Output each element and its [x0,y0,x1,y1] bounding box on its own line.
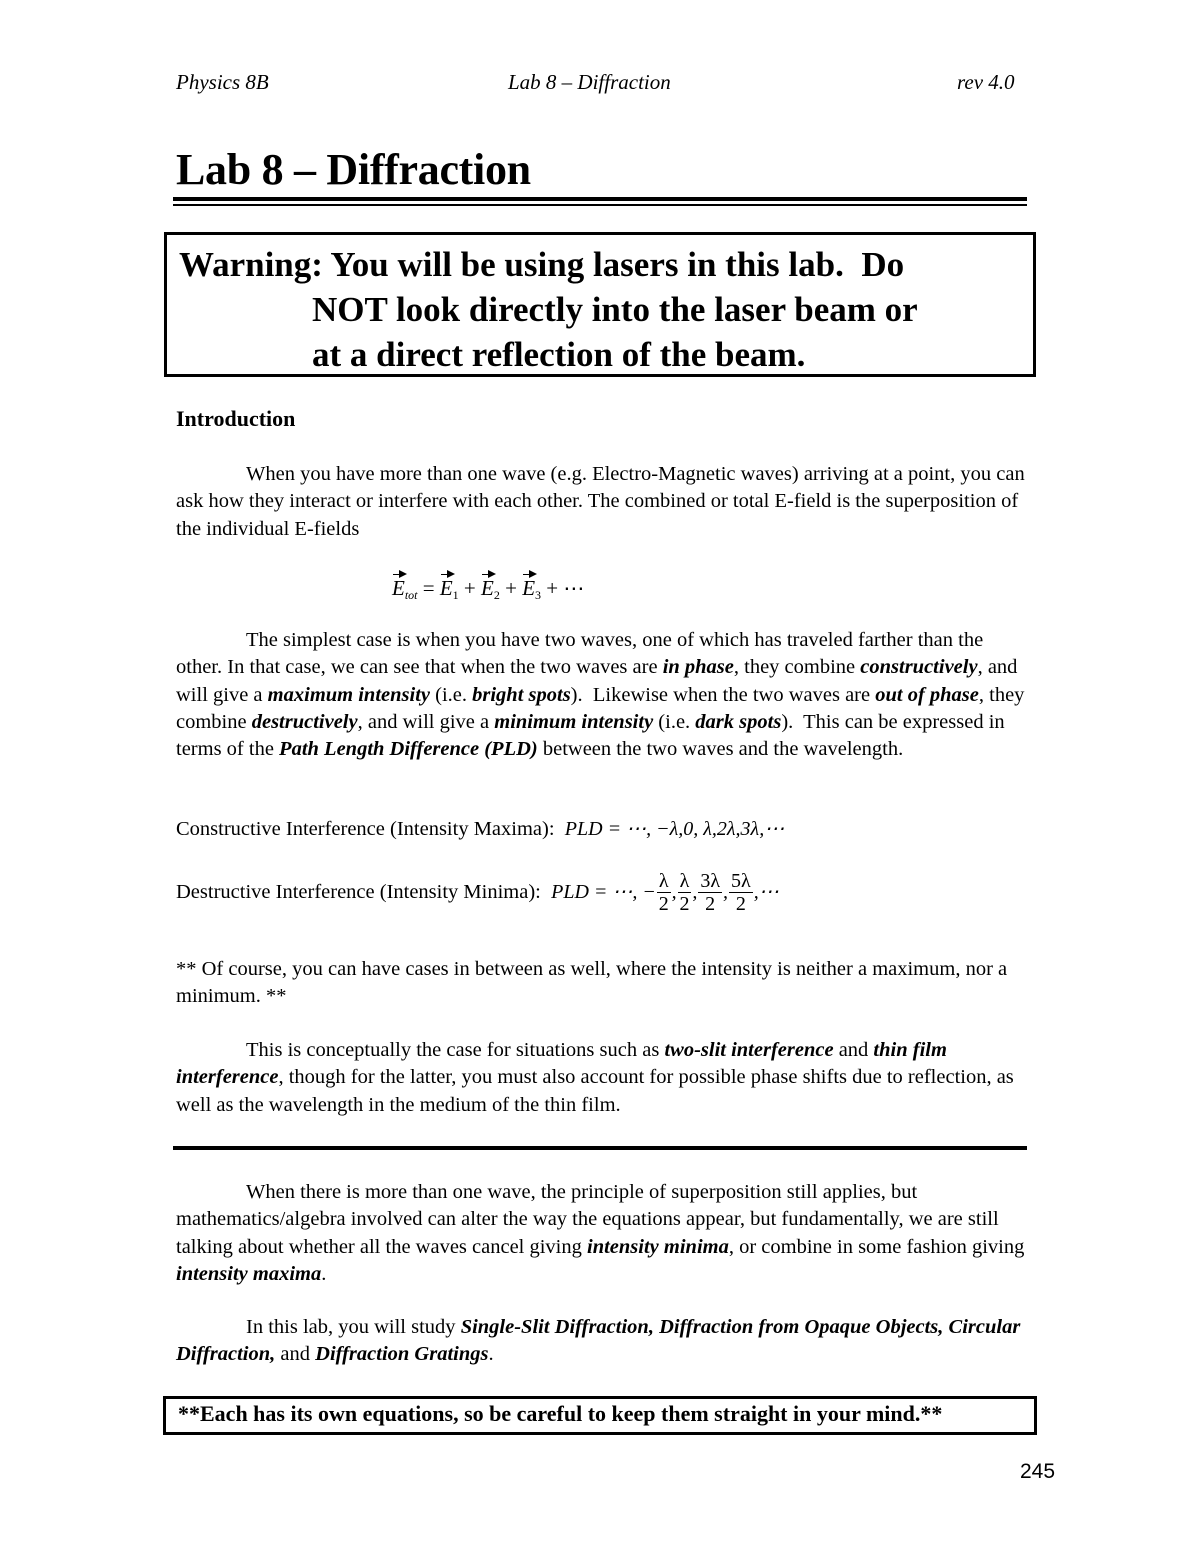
section-heading-introduction: Introduction [176,406,296,431]
intro-paragraph-3: This is conceptually the case for situations such as two-slit interference and thin film interference, though for the latter, you must also account for possible phase shifts due to reflection, as well as the wavelength in the medium of the thin film. [176,1039,1014,1116]
page-title: Lab 8 – Diffraction [176,145,531,194]
equations-callout-text: **Each has its own equations, so be careful to keep them straight in your mind.** [178,1401,943,1426]
page-number: 245 [1020,1460,1056,1483]
vector-e-3: E [522,576,536,600]
title-rule-bottom [173,204,1027,206]
destructive-interference-line: Destructive Interference (Intensity Minima): PLD = ⋯, − $\frac{\lambda}{2}$ , $\frac{\lambda}{2}$ , $\frac{3\lambda}{2}$ , $\frac{5\lambda}{2}$ ,⋯ [176,870,779,915]
vector-e-total: E [392,576,405,600]
constructive-interference-line: Constructive Interference (Intensity Maxima): PLD = ⋯, −λ,0, λ,2λ,3λ,⋯ [176,818,785,840]
header-revision: rev 4.0 [957,70,1015,94]
header-lab-title: Lab 8 – Diffraction [508,70,671,94]
section-divider [173,1146,1027,1150]
fraction-lambda-over-2: $\frac{\lambda}{2}$ [679,870,690,915]
intensity-note: ** Of course, you can have cases in between as well, where the intensity is neither a maximum, nor a minimum. ** [176,958,1008,1008]
lab-topics-paragraph: In this lab, you will study Single-Slit Diffraction, Diffraction from Opaque Objects, Circular Diffraction, and Diffraction Gratings. [176,1316,1021,1366]
intro-paragraph-2: The simplest case is when you have two waves, one of which has traveled farther than the other. In that case, we can see that when the two waves are in phase, they combine constructively, and will give a maximum intensity (i.e. bright spots). Likewise when the two waves are out of phase, they combine destructively, and will give a minimum intensity (i.e. dark spots). This can be expressed in terms of the Path Length Difference (PLD) between the two waves and the wavelength. [176,629,1025,761]
vector-e-2: E [481,576,494,600]
fraction-3-lambda-over-2: $\frac{3\lambda}{2}$ [700,870,721,915]
constructive-equation: PLD = ⋯, −λ,0, λ,2λ,3λ,⋯ [564,818,785,840]
warning-line-3: at a direct reflection of the beam. [312,335,806,374]
fraction-lambda-over-2-neg: $\frac{\lambda}{2}$ [658,870,669,915]
header-course: Physics 8B [176,70,269,94]
vector-e-1: E [439,576,453,600]
title-rule-top [173,197,1027,201]
warning-line-2: NOT look directly into the laser beam or [312,290,918,329]
warning-line-1: Warning: You will be using lasers in this lab. Do [179,245,905,284]
equations-callout-box [163,1396,1037,1435]
intro-paragraph-1: When you have more than one wave (e.g. Electro-Magnetic waves) arriving at a point, you can ask how they interact or interfere with each other. The combined or total E-field is the superposition of the individual E-fields [176,463,1025,540]
laser-warning-box [164,232,1036,377]
fraction-5-lambda-over-2: $\frac{5\lambda}{2}$ [731,870,751,915]
destructive-equation-lead: PLD = ⋯, − [551,880,656,903]
superposition-paragraph: When there is more than one wave, the principle of superposition still applies, but mathematics/algebra involved can alter the way the equations appear, but fundamentally, we are still talking about whether all the waves cancel giving intensity minima, or combine in some fashion giving intensity maxima. [176,1181,1025,1285]
superposition-equation: Etot = E1 + E2 + E3 + ⋯ [392,576,585,602]
